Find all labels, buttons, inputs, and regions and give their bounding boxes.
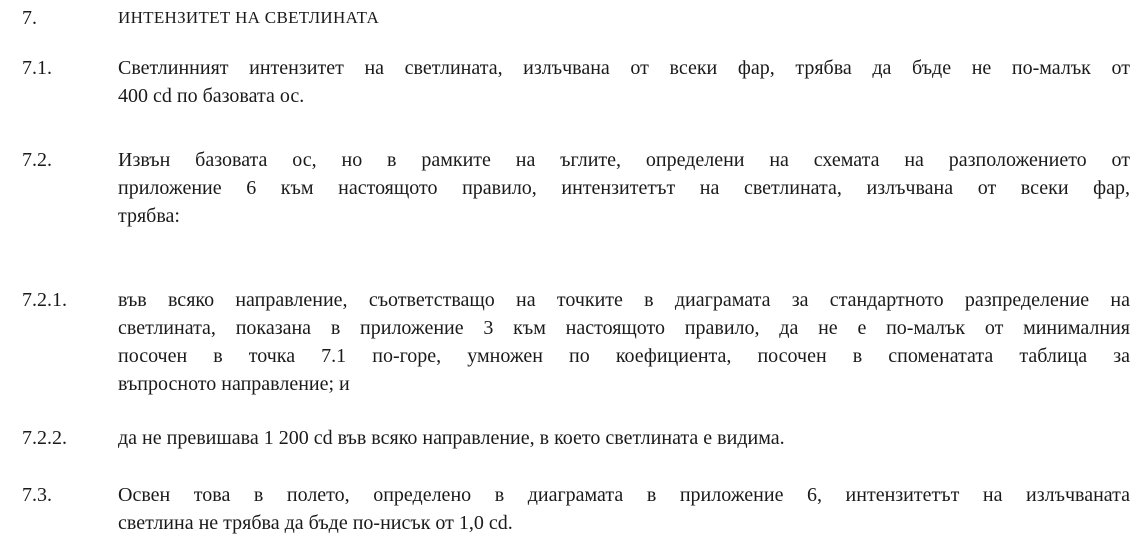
text-line: трябва: bbox=[118, 205, 180, 227]
text-line: да не превишава 1 200 cd във всяко направление, в което светлината е видима. bbox=[118, 427, 785, 449]
text-line: 400 cd по базовата ос. bbox=[118, 85, 305, 107]
text-line: Светлинният интензитет на светлината, излъчвана от всеки фар, трябва да бъде не по-малък от bbox=[118, 57, 1130, 79]
text-line: Извън базовата ос, но в рамките на ъглите, определени на схемата на разположението от bbox=[118, 149, 1130, 171]
text-line: във всяко направление, съответстващо на точките в диаграмата за стандартното разпределение на bbox=[118, 289, 1130, 311]
section-number: 7. bbox=[22, 7, 37, 29]
section-number: 7.2. bbox=[22, 149, 52, 171]
section-number: 7.2.1. bbox=[22, 289, 67, 311]
section-number: 7.1. bbox=[22, 57, 52, 79]
text-line: Освен това в полето, определено в диаграмата в приложение 6, интензитетът на излъчваната bbox=[118, 484, 1130, 506]
text-line: посочен в точка 7.1 по-горе, умножен по коефициента, посочен в споменатата таблица за bbox=[118, 345, 1130, 367]
text-line: светлината, показана в приложение 3 към настоящото правило, да не е по-малък от минималния bbox=[118, 317, 1130, 339]
text-line: въпросното направление; и bbox=[118, 373, 350, 395]
section-number: 7.3. bbox=[22, 484, 52, 506]
section-heading: ИНТЕНЗИТЕТ НА СВЕТЛИНАТА bbox=[118, 8, 380, 27]
text-line: светлина не трябва да бъде по-нисък от 1,0 cd. bbox=[118, 512, 513, 534]
text-line: приложение 6 към настоящото правило, интензитетът на светлината, излъчвана от всеки фар, bbox=[118, 177, 1130, 199]
section-number: 7.2.2. bbox=[22, 427, 67, 449]
